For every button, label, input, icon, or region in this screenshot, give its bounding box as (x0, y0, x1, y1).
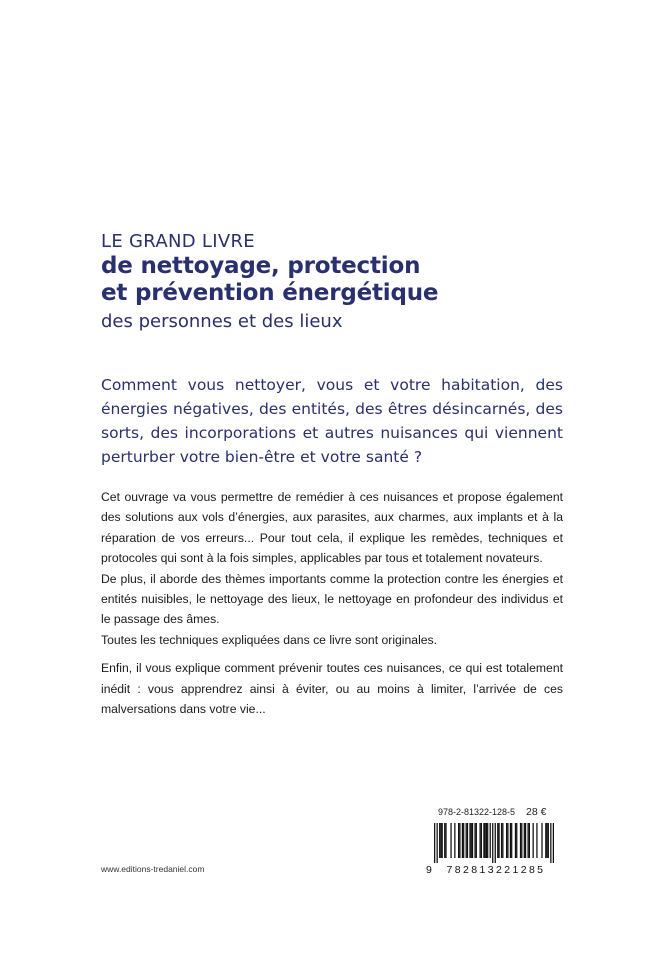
price-label: 28 € (526, 806, 547, 818)
barcode-bar (467, 823, 468, 858)
paragraph-2: De plus, il aborde des thèmes importants comme la protection contre les énergies et entités nuisibles, le nettoyage des lieux, le nettoyage en profondeur des individus et le passage des âmes. (101, 571, 563, 627)
barcode-bar (445, 823, 446, 858)
barcode-bar (533, 823, 534, 858)
barcode-bar (486, 823, 487, 858)
barcode-bar (471, 823, 472, 858)
paragraph-1: Cet ouvrage va vous permettre de remédier à ces nuisances et propose également des solutions aux vols d’énergies, aux parasites, aux charmes, aux implants et à la réparation de vos erreurs... Pour tout cela, il explique les remèdes, techniques et protocoles qui sont à la fois simples, applicables par tous et totalement novateurs. (101, 490, 563, 566)
barcode-bar (459, 823, 460, 858)
barcode-bar (529, 823, 530, 858)
barcode-bar (498, 823, 499, 858)
barcode-bar (474, 823, 475, 858)
barcode-bar (444, 823, 445, 858)
barcode-bar (548, 823, 549, 858)
title-line-1: de nettoyage, protection (101, 253, 421, 279)
barcode-bar (525, 823, 526, 858)
barcode-bar (507, 823, 508, 858)
title-block (101, 231, 438, 335)
barcode-bar (536, 823, 537, 858)
lead-question: Comment vous nettoyer, vous et votre habitation, des énergies négatives, des entités, des êtres désincarnés, des sorts, des incorporations et autres nuisances qui viennent perturber votre bien-être et votre santé ? (101, 376, 563, 466)
barcode-bar (511, 823, 512, 858)
paragraph-3: Toutes les techniques expliquées dans ce livre sont originales. (101, 632, 438, 647)
title-line-2: et prévention énergétique (101, 280, 439, 306)
barcode-bar (524, 823, 525, 858)
barcode-bar (527, 823, 528, 858)
barcode-bar (487, 823, 488, 858)
ean-first-digit: 9 (426, 864, 432, 876)
barcode-bar (466, 823, 467, 858)
barcode-bar (546, 823, 547, 858)
barcode-bar (492, 823, 493, 863)
barcode-bar (463, 823, 464, 858)
barcode-bar (495, 823, 496, 863)
barcode-bar (506, 823, 507, 858)
description-body (101, 487, 563, 719)
ean-digits: 782813221285 (446, 864, 546, 876)
barcode-bar (472, 823, 473, 858)
barcode-bar (437, 823, 438, 863)
isbn-number: 978-2-81322-128-5 (438, 807, 516, 817)
barcode-bar (479, 823, 480, 858)
subtitle: des personnes et des lieux (101, 311, 343, 332)
barcode-bar (462, 823, 463, 858)
barcode-bar (497, 823, 498, 858)
barcode-bar (553, 823, 554, 863)
barcode-bar (541, 823, 542, 858)
title-small: LE GRAND LIVRE (101, 231, 255, 252)
barcode-bar (521, 823, 522, 858)
barcode-bar (545, 823, 546, 858)
barcode-bar (434, 823, 435, 863)
barcode-bar (454, 823, 455, 858)
barcode-bar (476, 823, 477, 858)
barcode-bar (510, 823, 511, 858)
barcode-bar (550, 823, 551, 863)
barcode-bar (458, 823, 459, 858)
barcode-bar (469, 823, 470, 858)
paragraph-4: Enfin, il vous explique comment prévenir toutes ces nuisances, ce qui est totalement inédit : vous apprendrez ainsi à éviter, ou au moins à limiter, l’arrivée de ces malversations dans votre vie... (101, 661, 563, 717)
barcode-bar (515, 823, 516, 858)
barcode-bar (442, 823, 443, 858)
barcode-bar (516, 823, 517, 858)
barcode-bar (439, 823, 440, 858)
barcode-bar (440, 823, 441, 858)
barcode-bar (483, 823, 484, 858)
barcode-bar (481, 823, 482, 858)
barcode-bar (501, 823, 502, 858)
publisher-website: www.editions-tredaniel.com (101, 864, 205, 874)
barcode-bar (490, 823, 491, 858)
barcode-bar (520, 823, 521, 858)
barcode (434, 823, 554, 863)
barcode-bar (450, 823, 451, 858)
barcode-bar (502, 823, 503, 858)
barcode-bar (485, 823, 486, 858)
